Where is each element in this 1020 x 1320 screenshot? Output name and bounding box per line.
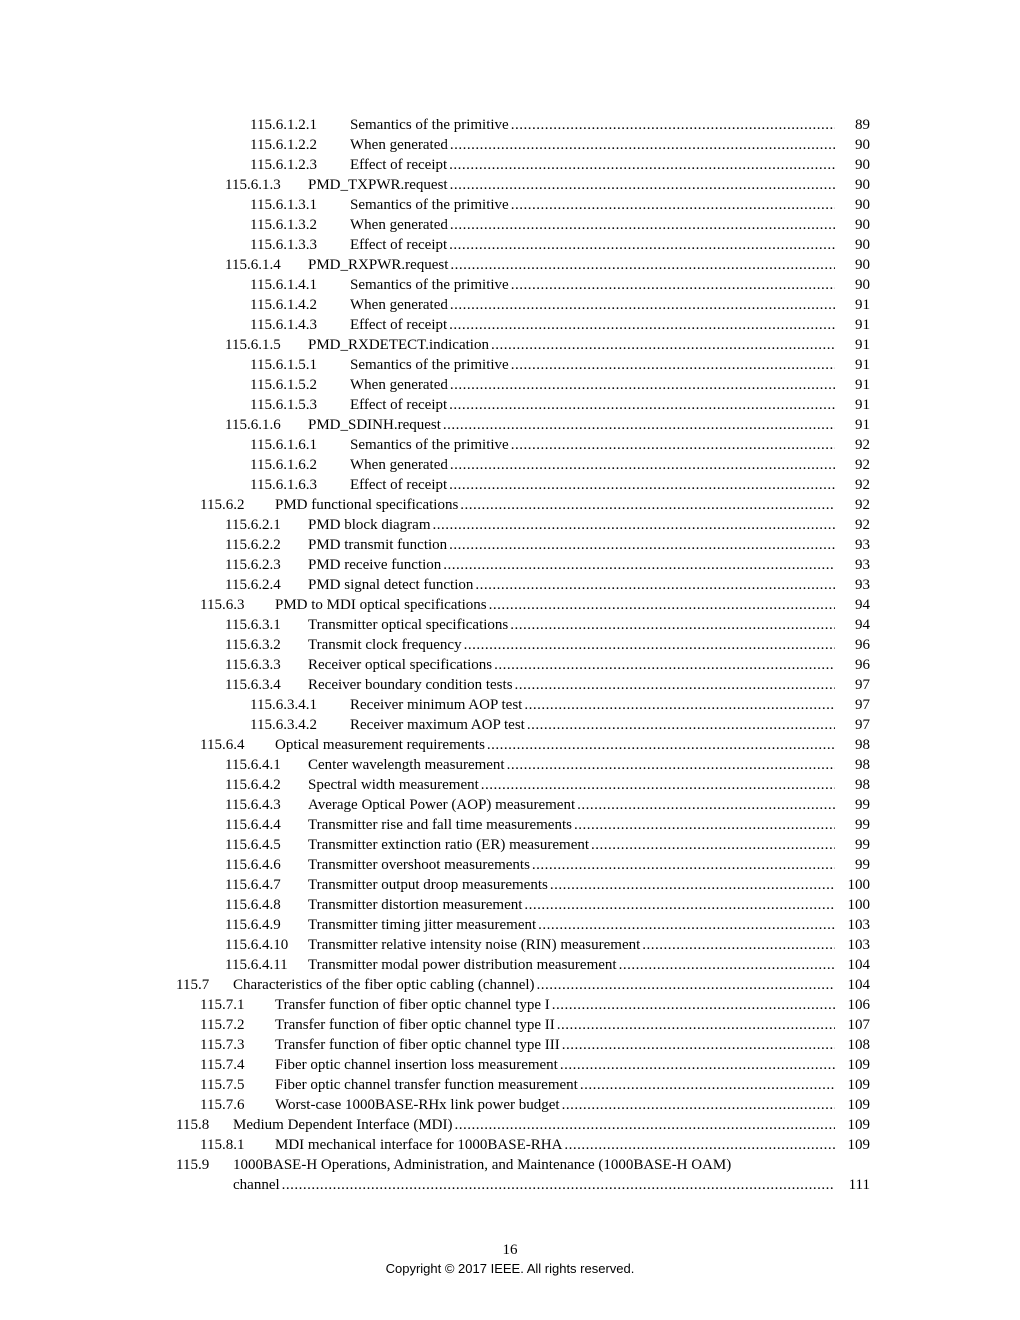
toc-entry-page: 96 (855, 657, 870, 673)
toc-entry-title: Transmitter overshoot measurements (308, 857, 530, 873)
toc-entry-page: 97 (855, 717, 870, 733)
toc-entry-page: 99 (855, 797, 870, 813)
toc-entry[interactable] (0, 195, 1020, 215)
toc-entry[interactable] (0, 835, 1020, 855)
toc-entry-number: 115.6.3 (200, 597, 245, 613)
toc-entry-title: Transmitter relative intensity noise (RIN) measurement (308, 937, 641, 953)
toc-entry[interactable] (0, 535, 1020, 555)
toc-entry-page: 91 (855, 417, 870, 433)
toc-entry-page: 109 (847, 1057, 870, 1073)
toc-entry-title: 1000BASE-H Operations, Administration, and Maintenance (1000BASE-H OAM) (233, 1157, 732, 1173)
toc-entry-title: Semantics of the primitive (350, 117, 509, 133)
toc-entry-number: 115.6.1.2.3 (250, 157, 317, 173)
dot-leader (448, 295, 835, 315)
toc-entry-number: 115.6.1.4.2 (250, 297, 317, 313)
toc-entry-title: Semantics of the primitive (350, 277, 509, 293)
toc-entry-page: 99 (855, 837, 870, 853)
toc-entry[interactable] (0, 695, 1020, 715)
toc-entry-page: 93 (855, 537, 870, 553)
toc-entry-title: PMD block diagram (308, 517, 431, 533)
toc-entry-number: 115.6.1.6.2 (250, 457, 317, 473)
toc-entry[interactable] (0, 975, 1020, 995)
dot-leader (448, 215, 835, 235)
toc-entry[interactable] (0, 355, 1020, 375)
dot-leader (550, 995, 835, 1015)
toc-entry-number: 115.9 (176, 1157, 210, 1173)
toc-entry-title: Semantics of the primitive (350, 197, 509, 213)
dot-leader (525, 715, 835, 735)
dot-leader (447, 395, 835, 415)
toc-entry-page: 100 (847, 877, 870, 893)
dot-leader (560, 1035, 835, 1055)
toc-entry-title: PMD_SDINH.request (308, 417, 441, 433)
toc-entry-number: 115.7.5 (200, 1077, 245, 1093)
dot-leader (479, 775, 835, 795)
toc-entry-page: 98 (855, 777, 870, 793)
toc-entry-title: Characteristics of the fiber optic cabling (channel) (233, 977, 535, 993)
toc-entry-number: 115.6.1.3.2 (250, 217, 317, 233)
toc-entry[interactable] (0, 215, 1020, 235)
toc-entry-title: When generated (350, 217, 448, 233)
toc-entry-title-continuation: channel (233, 1177, 280, 1193)
toc-entry-title: Fiber optic channel transfer function measurement (275, 1077, 578, 1093)
toc-entry-page: 92 (855, 477, 870, 493)
dot-leader (447, 315, 835, 335)
toc-entry-page: 103 (847, 917, 870, 933)
toc-entry[interactable] (0, 475, 1020, 495)
dot-leader (530, 855, 835, 875)
dot-leader (560, 1095, 835, 1115)
toc-entry-number: 115.6.4.2 (225, 777, 281, 793)
toc-entry-number: 115.6.3.4.2 (250, 717, 317, 733)
toc-entry[interactable] (0, 1035, 1020, 1055)
dot-leader (447, 235, 835, 255)
toc-entry-number: 115.6.4.10 (225, 937, 289, 953)
dot-leader (509, 115, 835, 135)
toc-entry-title: Transmitter timing jitter measurement (308, 917, 537, 933)
toc-entry-number: 115.6.1.4 (225, 257, 281, 273)
toc-entry-page: 90 (855, 137, 870, 153)
toc-entry-title: Effect of receipt (350, 237, 448, 253)
toc-entry-page: 90 (855, 157, 870, 173)
toc-entry[interactable] (0, 295, 1020, 315)
toc-entry-title: PMD functional specifications (275, 497, 459, 513)
toc-entry-number: 115.6.1.3.3 (250, 237, 317, 253)
toc-entry-title: Average Optical Power (AOP) measurement (308, 797, 576, 813)
toc-entry[interactable] (0, 895, 1020, 915)
toc-entry-number: 115.7.4 (200, 1057, 245, 1073)
toc-entry-title: Center wavelength measurement (308, 757, 505, 773)
toc-entry-title: PMD transmit function (308, 537, 448, 553)
toc-entry[interactable] (0, 1055, 1020, 1075)
toc-entry-number: 115.6.1.4.1 (250, 277, 317, 293)
toc-entry[interactable] (0, 115, 1020, 135)
toc-entry-number: 115.6.3.4 (225, 677, 281, 693)
toc-entry-title: Transfer function of fiber optic channel type II (275, 1017, 555, 1033)
dot-leader (505, 755, 835, 775)
toc-entry-title: Effect of receipt (350, 317, 448, 333)
toc-entry-title: When generated (350, 297, 448, 313)
toc-entry[interactable] (0, 935, 1020, 955)
dot-leader (562, 1135, 835, 1155)
toc-entry-title: PMD signal detect function (308, 577, 474, 593)
toc-entry-page: 91 (855, 297, 870, 313)
dot-leader (448, 255, 835, 275)
toc-entry-title: Transmitter rise and fall time measurements (308, 817, 572, 833)
toc-entry-title: MDI mechanical interface for 1000BASE-RHA (275, 1137, 563, 1153)
toc-entry[interactable] (0, 175, 1020, 195)
toc-entry[interactable] (0, 855, 1020, 875)
toc-entry-page: 91 (855, 317, 870, 333)
toc-entry-page: 94 (855, 617, 870, 633)
toc-entry-number: 115.7.3 (200, 1037, 245, 1053)
toc-entry-page: 109 (847, 1137, 870, 1153)
toc-entry[interactable] (0, 615, 1020, 635)
dot-leader (453, 1115, 836, 1135)
toc-entry-page: 104 (847, 977, 870, 993)
toc-entry-number: 115.7.6 (200, 1097, 245, 1113)
toc-entry-number: 115.6.1.5.2 (250, 377, 317, 393)
toc-entry[interactable] (0, 235, 1020, 255)
toc-entry-number: 115.7 (176, 977, 210, 993)
toc-entry[interactable] (0, 155, 1020, 175)
toc-entry-page: 93 (855, 577, 870, 593)
toc-entry-page: 109 (847, 1097, 870, 1113)
dot-leader (509, 195, 835, 215)
toc-entry-title: PMD_RXDETECT.indication (308, 337, 489, 353)
toc-entry[interactable] (0, 815, 1020, 835)
toc-entry-title: Medium Dependent Interface (MDI) (233, 1117, 453, 1133)
toc-entry-number: 115.6.1.6.3 (250, 477, 317, 493)
toc-entry-title: Receiver optical specifications (308, 657, 493, 673)
toc-entry[interactable] (0, 435, 1020, 455)
toc-entry-page: 90 (855, 217, 870, 233)
toc-entry-page: 91 (855, 357, 870, 373)
toc-entry-page: 98 (855, 757, 870, 773)
toc-entry-page: 99 (855, 857, 870, 873)
toc-entry[interactable] (0, 755, 1020, 775)
dot-leader (462, 635, 835, 655)
toc-entry-number: 115.6.2 (200, 497, 245, 513)
toc-entry[interactable] (0, 655, 1020, 675)
toc-entry[interactable] (0, 515, 1020, 535)
toc-entry[interactable] (0, 495, 1020, 515)
copyright-notice: Copyright © 2017 IEEE. All rights reserved. (385, 1261, 635, 1276)
toc-entry-page: 111 (848, 1177, 870, 1193)
toc-entry-number: 115.6.2.3 (225, 557, 281, 573)
toc-entry-page: 93 (855, 557, 870, 573)
toc-entry-page: 89 (855, 117, 870, 133)
toc-entry[interactable] (0, 875, 1020, 895)
dot-leader (575, 795, 835, 815)
toc-entry-page: 92 (855, 457, 870, 473)
toc-entry-number: 115.7.2 (200, 1017, 245, 1033)
toc-entry-page: 97 (855, 697, 870, 713)
dot-leader (447, 475, 835, 495)
toc-entry[interactable] (0, 575, 1020, 595)
toc-entry-title: PMD to MDI optical specifications (275, 597, 487, 613)
toc-entry-page: 90 (855, 277, 870, 293)
toc-entry-page: 100 (847, 897, 870, 913)
toc-entry-title: When generated (350, 377, 448, 393)
toc-entry-page: 107 (847, 1017, 870, 1033)
table-of-contents (0, 115, 1020, 1195)
toc-entry-number: 115.6.1.2.2 (250, 137, 317, 153)
toc-entry[interactable] (0, 915, 1020, 935)
toc-entry-number: 115.6.1.5.1 (250, 357, 317, 373)
toc-entry[interactable] (0, 715, 1020, 735)
toc-entry[interactable] (0, 555, 1020, 575)
toc-entry-number: 115.7.1 (200, 997, 245, 1013)
dot-leader (280, 1175, 835, 1195)
toc-entry-page: 90 (855, 257, 870, 273)
dot-leader (509, 355, 835, 375)
toc-entry-page: 103 (847, 937, 870, 953)
dot-leader (536, 915, 835, 935)
toc-entry-title: Transmitter distortion measurement (308, 897, 523, 913)
toc-entry[interactable] (0, 1075, 1020, 1095)
toc-entry-number: 115.6.4.5 (225, 837, 281, 853)
toc-entry-page: 108 (847, 1037, 870, 1053)
toc-entry-title: Effect of receipt (350, 157, 448, 173)
dot-leader (487, 595, 835, 615)
toc-entry-number: 115.6.4.7 (225, 877, 281, 893)
dot-leader (548, 875, 835, 895)
toc-entry[interactable] (0, 775, 1020, 795)
toc-entry-number: 115.6.1.3.1 (250, 197, 317, 213)
toc-entry[interactable] (0, 375, 1020, 395)
toc-entry-title: Receiver minimum AOP test (350, 697, 523, 713)
toc-entry-page: 92 (855, 437, 870, 453)
toc-entry-title: PMD_RXPWR.request (308, 257, 449, 273)
toc-entry-title: Transmitter extinction ratio (ER) measurement (308, 837, 590, 853)
toc-entry-title: Semantics of the primitive (350, 357, 509, 373)
toc-entry[interactable] (0, 595, 1020, 615)
dot-leader (572, 815, 835, 835)
dot-leader (522, 895, 835, 915)
dot-leader (441, 415, 835, 435)
toc-entry[interactable] (0, 1155, 1020, 1175)
toc-entry-page: 90 (855, 177, 870, 193)
dot-leader (578, 1075, 835, 1095)
toc-entry-number: 115.6.1.6.1 (250, 437, 317, 453)
toc-entry[interactable] (0, 335, 1020, 355)
toc-entry-page: 98 (855, 737, 870, 753)
toc-entry-page: 99 (855, 817, 870, 833)
toc-entry-page: 96 (855, 637, 870, 653)
toc-entry-page: 92 (855, 497, 870, 513)
dot-leader (522, 695, 835, 715)
toc-entry-page: 109 (847, 1117, 870, 1133)
toc-entry-page: 91 (855, 337, 870, 353)
toc-entry-page: 97 (855, 677, 870, 693)
toc-entry[interactable] (0, 635, 1020, 655)
toc-entry-page: 104 (847, 957, 870, 973)
toc-entry[interactable] (0, 795, 1020, 815)
dot-leader (447, 155, 835, 175)
toc-entry-title: Transmitter optical specifications (308, 617, 509, 633)
dot-leader (448, 455, 835, 475)
toc-entry-title: Transfer function of fiber optic channel type I (275, 997, 550, 1013)
dot-leader (448, 135, 835, 155)
toc-entry-page: 91 (855, 397, 870, 413)
toc-entry-page: 90 (855, 197, 870, 213)
toc-entry-number: 115.6.4.3 (225, 797, 281, 813)
toc-entry-number: 115.6.4.6 (225, 857, 281, 873)
toc-entry-number: 115.6.3.2 (225, 637, 281, 653)
dot-leader (448, 175, 835, 195)
toc-entry[interactable] (0, 735, 1020, 755)
toc-entry-title: Effect of receipt (350, 397, 448, 413)
toc-entry[interactable] (0, 275, 1020, 295)
toc-entry-number: 115.6.3.3 (225, 657, 281, 673)
dot-leader (441, 555, 835, 575)
toc-entry[interactable] (0, 135, 1020, 155)
dot-leader (509, 275, 835, 295)
toc-entry-number: 115.6.2.4 (225, 577, 281, 593)
toc-entry[interactable] (0, 255, 1020, 275)
toc-entry-title: PMD_TXPWR.request (308, 177, 448, 193)
page-footer (0, 1240, 1020, 1278)
toc-entry[interactable] (0, 415, 1020, 435)
toc-entry-number: 115.6.4.1 (225, 757, 281, 773)
dot-leader (558, 1055, 835, 1075)
toc-entry-number: 115.6.4.8 (225, 897, 281, 913)
page-number: 16 (502, 1242, 518, 1258)
toc-entry-page: 106 (847, 997, 870, 1013)
toc-entry-title: Semantics of the primitive (350, 437, 509, 453)
toc-entry-number: 115.6.4.4 (225, 817, 281, 833)
toc-entry[interactable] (0, 1135, 1020, 1155)
dot-leader (473, 575, 835, 595)
toc-entry-title: When generated (350, 137, 448, 153)
toc-entry-number: 115.6.4 (200, 737, 245, 753)
toc-entry-number: 115.6.4.11 (225, 957, 288, 973)
toc-entry[interactable] (0, 1015, 1020, 1035)
toc-entry-number: 115.8.1 (200, 1137, 245, 1153)
dot-leader (430, 515, 835, 535)
toc-entry-number: 115.6.1.6 (225, 417, 281, 433)
dot-leader (448, 375, 835, 395)
toc-entry[interactable] (0, 1095, 1020, 1115)
dot-leader (489, 335, 835, 355)
toc-entry-title: Optical measurement requirements (275, 737, 485, 753)
toc-entry-title: PMD receive function (308, 557, 442, 573)
dot-leader (617, 955, 835, 975)
dot-leader (508, 615, 835, 635)
dot-leader (589, 835, 835, 855)
dot-leader (485, 735, 835, 755)
toc-entry-title: Transfer function of fiber optic channel type III (275, 1037, 560, 1053)
dot-leader (555, 1015, 835, 1035)
toc-entry-title: Transmit clock frequency (308, 637, 462, 653)
dot-leader (513, 675, 835, 695)
toc-entry-number: 115.6.4.9 (225, 917, 281, 933)
toc-entry[interactable] (0, 395, 1020, 415)
toc-entry-number: 115.6.2.2 (225, 537, 281, 553)
toc-entry-page: 94 (855, 597, 870, 613)
toc-entry[interactable] (0, 995, 1020, 1015)
toc-entry-number: 115.6.1.5.3 (250, 397, 317, 413)
toc-entry-page: 92 (855, 517, 870, 533)
toc-entry-title: Transmitter modal power distribution measurement (308, 957, 617, 973)
toc-entry-page: 90 (855, 237, 870, 253)
toc-entry-number: 115.6.1.5 (225, 337, 281, 353)
toc-entry-title: When generated (350, 457, 448, 473)
toc-entry-continuation[interactable] (0, 1175, 1020, 1195)
toc-entry-number: 115.6.1.3 (225, 177, 281, 193)
toc-entry[interactable] (0, 675, 1020, 695)
dot-leader (492, 655, 835, 675)
dot-leader (458, 495, 835, 515)
toc-entry-number: 115.6.1.2.1 (250, 117, 317, 133)
toc-entry-page: 109 (847, 1077, 870, 1093)
toc-entry-title: Receiver boundary condition tests (308, 677, 513, 693)
toc-entry-number: 115.8 (176, 1117, 210, 1133)
dot-leader (509, 435, 835, 455)
toc-entry-title: Transmitter output droop measurements (308, 877, 548, 893)
toc-entry[interactable] (0, 1115, 1020, 1135)
toc-entry-number: 115.6.3.1 (225, 617, 281, 633)
dot-leader (535, 975, 835, 995)
dot-leader (640, 935, 835, 955)
toc-entry-number: 115.6.2.1 (225, 517, 281, 533)
toc-entry[interactable] (0, 455, 1020, 475)
toc-entry-title: Spectral width measurement (308, 777, 479, 793)
toc-entry-page: 91 (855, 377, 870, 393)
toc-entry[interactable] (0, 315, 1020, 335)
toc-entry-number: 115.6.1.4.3 (250, 317, 317, 333)
dot-leader (447, 535, 835, 555)
toc-entry-number: 115.6.3.4.1 (250, 697, 317, 713)
toc-entry[interactable] (0, 955, 1020, 975)
toc-entry-title: Worst-case 1000BASE-RHx link power budget (275, 1097, 560, 1113)
toc-entry-title: Effect of receipt (350, 477, 448, 493)
toc-entry-title: Fiber optic channel insertion loss measurement (275, 1057, 558, 1073)
toc-entry-title: Receiver maximum AOP test (350, 717, 525, 733)
